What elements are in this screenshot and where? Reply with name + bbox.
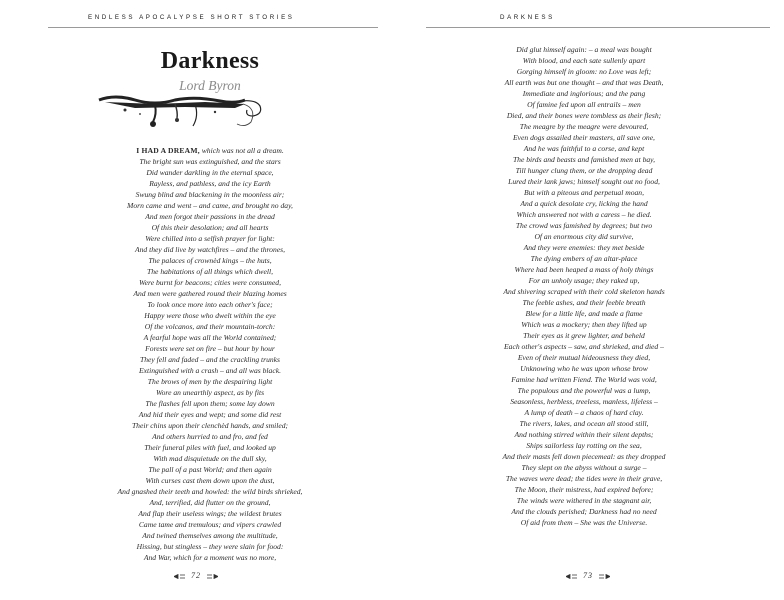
header-rule [48, 27, 378, 28]
poem-line: And a quick desolate cry, licking the hand [520, 199, 648, 208]
poem-line: The Moon, their mistress, had expired before; [514, 485, 654, 494]
poem-line: Of an enormous city did survive, [534, 232, 634, 241]
poem-line: And men were gathered round their blazing homes [133, 289, 287, 298]
poem-line: Did glut himself again: – a meal was bought [516, 45, 652, 54]
poem-line: The flashes fell upon them; some lay down [145, 399, 275, 408]
page-number-value: 72 [191, 571, 201, 580]
poem-line: Blew for a little life, and made a flame [525, 309, 643, 318]
poem-line: Of aid from them – She was the Universe. [520, 518, 648, 527]
poem-line: Did wander darkling in the eternal space, [146, 168, 274, 177]
poem-line: Immediate and inglorious; and the pang [522, 89, 646, 98]
running-head: ENDLESS APOCALYPSE SHORT STORIES [88, 14, 295, 21]
poem-line: The crowd was famished by degrees; but two [515, 221, 653, 230]
poem-line: The bright sun was extinguished, and the stars [139, 157, 281, 166]
poem-line: But with a piteous and perpetual moan, [523, 188, 645, 197]
poem-line: And shivering scraped with their cold skeleton hands [503, 287, 665, 296]
poem-line: The habitations of all things which dwell, [147, 267, 273, 276]
poem-line: Died, and their bones were tombless as their flesh; [506, 111, 662, 120]
folio-ornament-icon [599, 574, 610, 579]
poem-line: With curses cast them down upon the dust, [145, 476, 275, 485]
page-number [0, 571, 392, 580]
right-page [392, 0, 784, 600]
poem-line: Of this their desolation; and all hearts [151, 223, 269, 232]
poem-line: They slept on the abyss without a surge – [521, 463, 647, 472]
poem-line: Each other's aspects – saw, and shrieked, and died – [504, 342, 664, 351]
poem-line: Even of their mutual hideousness they died, [517, 353, 651, 362]
poem-line: Were chilled into a selfish prayer for light: [145, 234, 275, 243]
poem-line: A lump of death – a chaos of hard clay. [524, 408, 644, 417]
poem-line: And hid their eyes and wept; and some did rest [138, 410, 282, 419]
header-rule [426, 27, 770, 28]
lead-words: I HAD A DREAM, [136, 146, 200, 155]
poem-line: Unknowing who he was upon whose brow [520, 364, 648, 373]
first-line-rest: which was not all a dream. [199, 146, 284, 155]
poem-line: The winds were withered in the stagnant air, [516, 496, 652, 505]
poem-line: And War, which for a moment was no more, [143, 553, 277, 562]
poem-line: For an unholy usage; they raked up, [528, 276, 640, 285]
poem-line: Swung blind and blackening in the moonless air; [135, 190, 285, 199]
poem-line: Wore an unearthly aspect, as by fits [155, 388, 265, 397]
poem-line: Their eyes as it grew lighter, and beheld [523, 331, 645, 340]
poem-line: And he was faithful to a corse, and kept [523, 144, 645, 153]
poem-line: And twined themselves among the multitude, [142, 531, 278, 540]
poem-line: The brows of men by the despairing light [147, 377, 273, 386]
poem-line: The pall of a past World; and then again [148, 465, 272, 474]
poem-line: Where had been heaped a mass of holy things [514, 265, 654, 274]
poem-line: And they did live by watchfires – and the thrones, [134, 245, 286, 254]
poem-line: Of the volcanos, and their mountain-torch: [144, 322, 276, 331]
poem-line: And their masts fell down piecemeal: as they dropped [502, 452, 666, 461]
poem-line: To look once more into each other's face; [147, 300, 273, 309]
poem-line: The palaces of crownèd kings – the huts, [148, 256, 272, 265]
poem-line: The rivers, lakes, and ocean all stood still, [519, 419, 649, 428]
poem-line: Which answered not with a caress – he died. [516, 210, 652, 219]
poem-line: And nothing stirred within their silent depths; [514, 430, 654, 439]
poem-line: Seasonless, herbless, treeless, manless, lifeless – [510, 397, 658, 406]
poem-text-left [40, 145, 380, 563]
poem-line: Came tame and tremulous; and vipers crawled [138, 520, 282, 529]
poem-line: And flap their useless wings; the wildest brutes [138, 509, 282, 518]
poem-line: The populous and the powerful was a lump, [517, 386, 651, 395]
poem-line: Morn came and went – and came, and brought no day, [127, 201, 293, 210]
poem-line: They fell and faded – and the crackling trunks [139, 355, 281, 364]
poem-line: Which was a mockery; then they lifted up [521, 320, 647, 329]
poem-line: And the clouds perished; Darkness had no need [511, 507, 657, 516]
poem-line: Were burnt for beacons; cities were consumed, [139, 278, 281, 287]
poem-line: With blood, and each sate sullenly apart [522, 56, 646, 65]
poem-line: Even dogs assailed their masters, all save one, [513, 133, 655, 142]
poem-line: The meagre by the meagre were devoured, [519, 122, 649, 131]
poem-line: Their chins upon their clenchèd hands, and smiled; [131, 421, 289, 430]
poem-line: The birds and beasts and famished men at bay, [512, 155, 656, 164]
poem-line [40, 145, 380, 156]
poem-line: The waves were dead; the tides were in their grave, [505, 474, 663, 483]
poem-author: Lord Byron [179, 78, 241, 93]
poem-text-right [414, 44, 754, 528]
folio-ornament-icon [207, 574, 218, 579]
poem-line: All earth was but one thought – and that was Death, [504, 78, 664, 87]
poem-line: With mad disquietude on the dull sky, [153, 454, 267, 463]
poem-line: And men forgot their passions in the dread [145, 212, 275, 221]
poem-line: Forests were set on fire – but hour by hour [145, 344, 275, 353]
poem-line: Lured their lank jaws; himself sought out no food, [508, 177, 660, 186]
poem-line: Happy were those who dwelt within the eye [144, 311, 276, 320]
poem-line: Rayless, and pathless, and the icy Earth [149, 179, 271, 188]
poem-line: Hissing, but stingless – they were slain for food: [136, 542, 284, 551]
poem-line: Extinguished with a crash – and all was black. [139, 366, 281, 375]
poem-line: The feeble ashes, and their feeble breath [522, 298, 646, 307]
poem-line: And others hurried to and fro, and fed [152, 432, 268, 441]
poem-line: Till hunger clung them, or the dropping dead [515, 166, 653, 175]
poem-line: A fearful hope was all the World contained; [143, 333, 277, 342]
folio-ornament-icon [566, 574, 577, 579]
poem-line: Gorging himself in gloom: no Love was left; [516, 67, 652, 76]
running-head: DARKNESS [500, 14, 555, 21]
poem-title: Darkness [160, 48, 260, 74]
poem-line: And gnashed their teeth and howled: the wild birds shrieked, [117, 487, 303, 496]
poem-line: And they were enemies: they met beside [523, 243, 645, 252]
page-number [392, 571, 784, 580]
page-number-value: 73 [583, 571, 593, 580]
poem-line: Famine had written Fiend. The World was void, [511, 375, 657, 384]
poem-line: Of famine fed upon all entrails – men [527, 100, 641, 109]
poem-line: Ships sailorless lay rotting on the sea, [526, 441, 642, 450]
poem-line: And, terrified, did flutter on the ground, [149, 498, 271, 507]
folio-ornament-icon [174, 574, 185, 579]
poem-line: Their funeral piles with fuel, and looked up [144, 443, 276, 452]
poem-line: The dying embers of an altar-place [530, 254, 638, 263]
ink-splash-ornament [95, 92, 265, 132]
